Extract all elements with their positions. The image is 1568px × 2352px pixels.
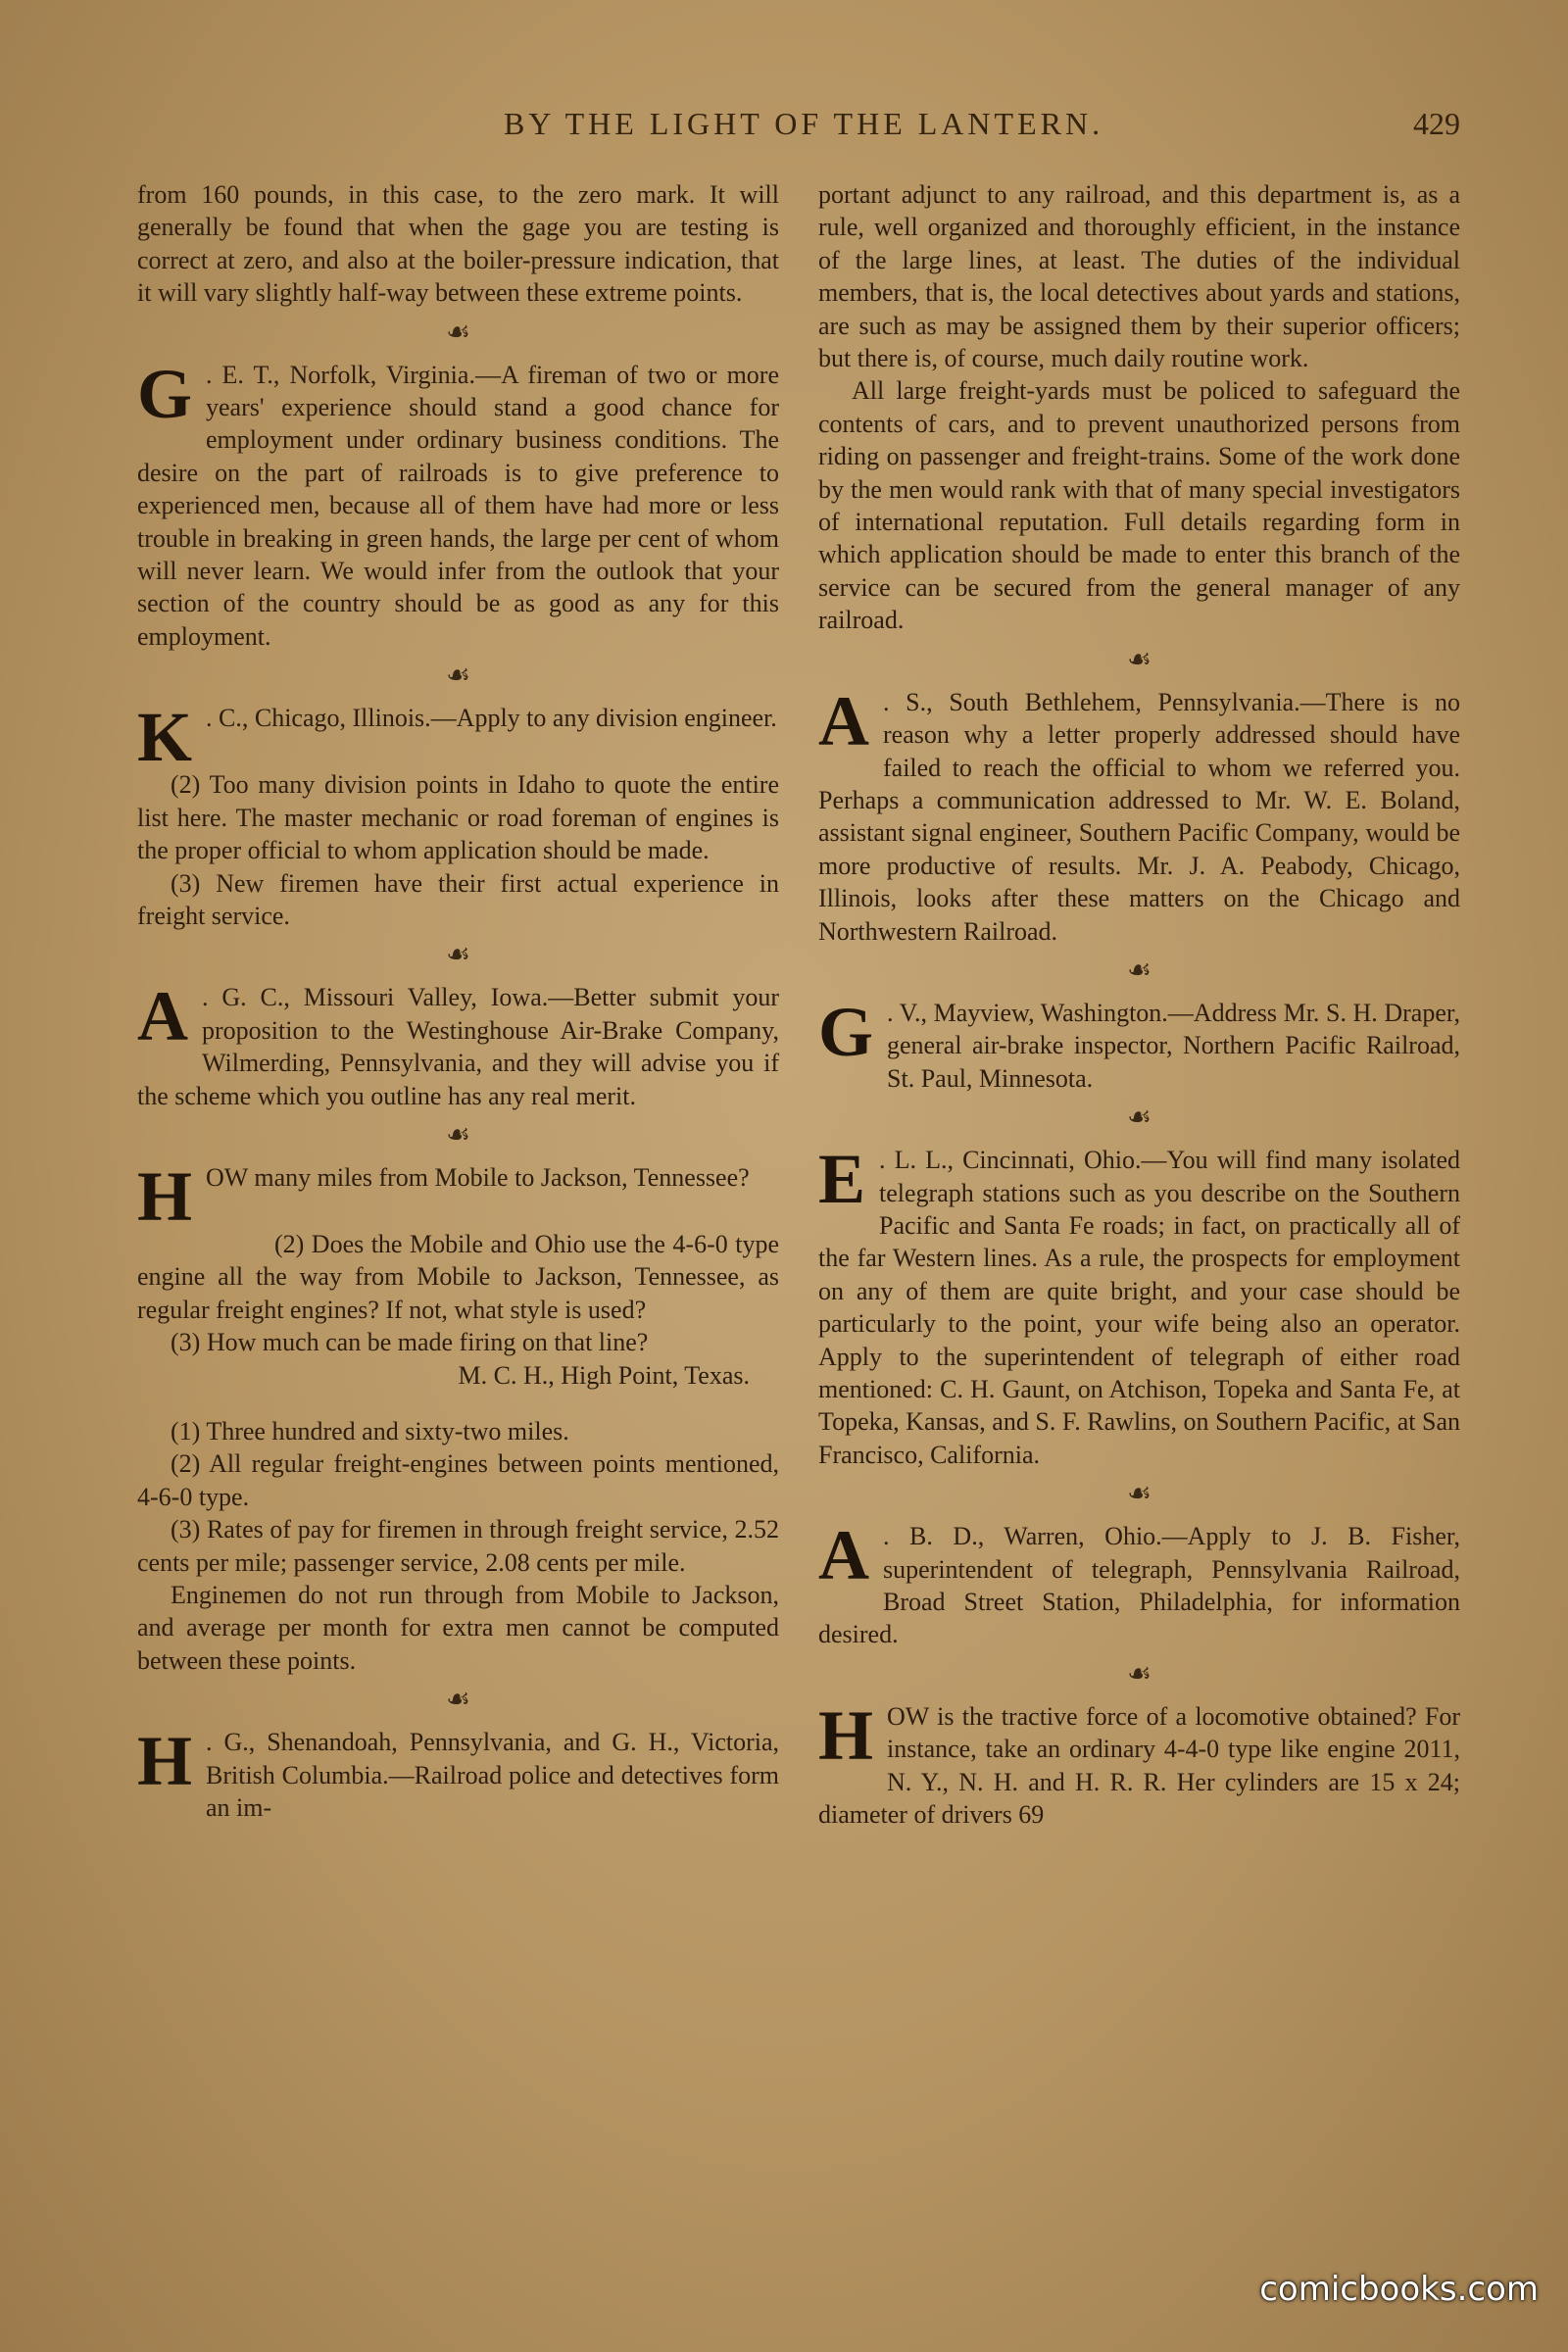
answer-entry-as bbox=[818, 681, 1460, 948]
question-text: OW many miles from Mobile to Jackson, Tennessee? bbox=[206, 1162, 750, 1192]
answer-paragraph: (3) New firemen have their first actual experience in freight service. bbox=[137, 868, 779, 930]
answer-entry-ell bbox=[818, 1140, 1460, 1471]
answer-paragraph: (3) Rates of pay for firemen in through freight service, 2.52 cents per mile; passenger service, 2.08 cents per mile. bbox=[137, 1515, 779, 1577]
continuation-paragraph: All large freight-yards must be policed to safeguard the contents of cars, and to prevent unauthorized persons from riding on passenger and freight-trains. Some of the work done by the men would rank with that of many special investigators of international reputation. Full details regarding form in which application should be made to enter this branch of the service can be secured from the general manager of any railroad. bbox=[818, 376, 1460, 635]
fleuron-ornament-icon: ☙ bbox=[445, 661, 471, 692]
question-text: (2) Does the Mobile and Ohio use the 4-6-0 type engine all the way from Mobile to Jackson, Tennessee, as regular freight engines? If not, what style is used? bbox=[137, 1229, 779, 1324]
running-title: BY THE LIGHT OF THE LANTERN. bbox=[503, 106, 1104, 141]
drop-cap: H bbox=[137, 1156, 193, 1236]
drop-cap: H bbox=[137, 1722, 193, 1801]
answer-text: . E. T., Norfolk, Virginia.—A fireman of two or more years' experience should stand a good chance for employment under ordinary business conditions. The desire on the part of railroads is to give preference to experienced men, because all of them have had more or less trouble in breaking in green hands, the large per cent of whom will never learn. We would infer from the outlook that your section of the country should be as good as any for this employment. bbox=[137, 360, 779, 651]
drop-cap: G bbox=[818, 992, 874, 1071]
fleuron-ornament-icon: ☙ bbox=[445, 1685, 471, 1716]
page-header bbox=[137, 106, 1470, 155]
answer-text: . S., South Bethlehem, Pennsylvania.—There is no reason why a letter properly addressed should have failed to reach the official to whom we referred you. Perhaps a communication addressed to Mr. W. E. Boland, assistant signal engineer, Southern Pacific Company, would be more productive of results. Mr. J. A. Peabody, Chicago, Illinois, looks after these matters on the Chicago and Northwestern Railroad. bbox=[818, 687, 1460, 946]
answer-entry-ag-c bbox=[137, 977, 779, 1112]
answer-text: . V., Mayview, Washington.—Address Mr. S. H. Draper, general air-brake inspector, Northern Pacific Railroad, St. Paul, Minnesota. bbox=[887, 998, 1460, 1093]
answer-text: . B. D., Warren, Ohio.—Apply to J. B. Fisher, superintendent of telegraph, Pennsylvania Railroad, Broad Street Station, Philadelphia, for information desired. bbox=[818, 1522, 1460, 1649]
answer-entry-abd bbox=[818, 1516, 1460, 1651]
answer-entry-k-c bbox=[137, 698, 779, 777]
question-entry-tractive-force bbox=[818, 1695, 1460, 1832]
fleuron-ornament-icon: ☙ bbox=[1126, 955, 1152, 986]
answer-entry-hg bbox=[137, 1722, 779, 1824]
fleuron-ornament-icon: ☙ bbox=[1126, 1479, 1152, 1510]
answer-entry-gv bbox=[818, 992, 1460, 1095]
answer-entry-ge-t bbox=[137, 354, 779, 654]
question-signature: M. C. H., High Point, Texas. bbox=[458, 1360, 750, 1390]
site-watermark: comicbooks.com bbox=[1259, 2270, 1539, 2309]
left-column bbox=[137, 178, 779, 1824]
answer-paragraph: (2) Too many division points in Idaho to quote the entire list here. The master mechanic or road foreman of engines is the proper official to whom application should be made. bbox=[137, 770, 779, 865]
answer-paragraph: (2) All regular freight-engines between points mentioned, 4-6-0 type. bbox=[137, 1449, 779, 1511]
drop-cap: H bbox=[818, 1695, 874, 1775]
continuation-paragraph: portant adjunct to any railroad, and this department is, as a rule, well organized and thoroughly efficient, in the instance of the large lines, at least. The duties of the individual members, that is, the local detectives about yards and stations, are such as may be assigned them by their superior officers; but there is, of course, much daily routine work. bbox=[818, 180, 1460, 373]
right-column bbox=[818, 178, 1460, 1831]
drop-cap: A bbox=[137, 977, 188, 1056]
fleuron-ornament-icon: ☙ bbox=[445, 1119, 471, 1151]
answer-text: . C., Chicago, Illinois.—Apply to any division engineer. bbox=[206, 704, 777, 733]
answer-paragraph: Enginemen do not run through from Mobile to Jackson, and average per month for extra men cannot be computed between these points. bbox=[137, 1581, 779, 1675]
drop-cap: A bbox=[818, 1516, 869, 1595]
fleuron-ornament-icon: ☙ bbox=[1126, 1102, 1152, 1134]
question-entry-mobile bbox=[137, 1156, 779, 1236]
fleuron-ornament-icon: ☙ bbox=[1126, 1658, 1152, 1690]
fleuron-ornament-icon: ☙ bbox=[1126, 644, 1152, 675]
question-text: (3) How much can be made firing on that line? bbox=[171, 1328, 649, 1357]
answer-text: . G., Shenandoah, Pennsylvania, and G. H., Victoria, British Columbia.—Railroad police and detectives form an im- bbox=[206, 1728, 779, 1823]
fleuron-ornament-icon: ☙ bbox=[445, 317, 471, 348]
question-text: OW is the tractive force of a locomotive obtained? For instance, take an ordinary 4-4-0 type like engine 2011, N. Y., N. H. and H. R. R. Her cylinders are 15 x 24; diameter of drivers 69 bbox=[818, 1701, 1460, 1830]
fleuron-ornament-icon: ☙ bbox=[445, 940, 471, 971]
answer-text: . L. L., Cincinnati, Ohio.—You will find many isolated telegraph stations such as you describe on the Southern Pacific and Santa Fe roads; in fact, on practically all of the far Western lines. As a rule, the prospects for employment on any of them are quite bright, and your case should be particularly to the point, your wife being also an operator. Apply to the superintendent of telegraph of either road mentioned: C. H. Gaunt, on Atchison, Topeka and Santa Fe, at Topeka, Kansas, and S. F. Rawlins, on Southern Pacific, at San Francisco, California. bbox=[818, 1146, 1460, 1469]
answer-paragraph: (1) Three hundred and sixty-two miles. bbox=[171, 1416, 569, 1446]
drop-cap: K bbox=[137, 698, 193, 777]
drop-cap: A bbox=[818, 681, 869, 760]
page-number: 429 bbox=[1413, 106, 1460, 141]
drop-cap: E bbox=[818, 1140, 866, 1219]
drop-cap: G bbox=[137, 354, 193, 433]
answer-text: . G. C., Missouri Valley, Iowa.—Better submit your proposition to the Westinghouse Air-Brake Company, Wilmerding, Pennsylvania, and they will advise you if the scheme which you outline has any real merit. bbox=[137, 983, 779, 1110]
intro-paragraph: from 160 pounds, in this case, to the zero mark. It will generally be found that when the gage you are testing is correct at zero, and also at the boiler-pressure indication, that it will vary slightly half-way between these extreme points. bbox=[137, 180, 779, 308]
